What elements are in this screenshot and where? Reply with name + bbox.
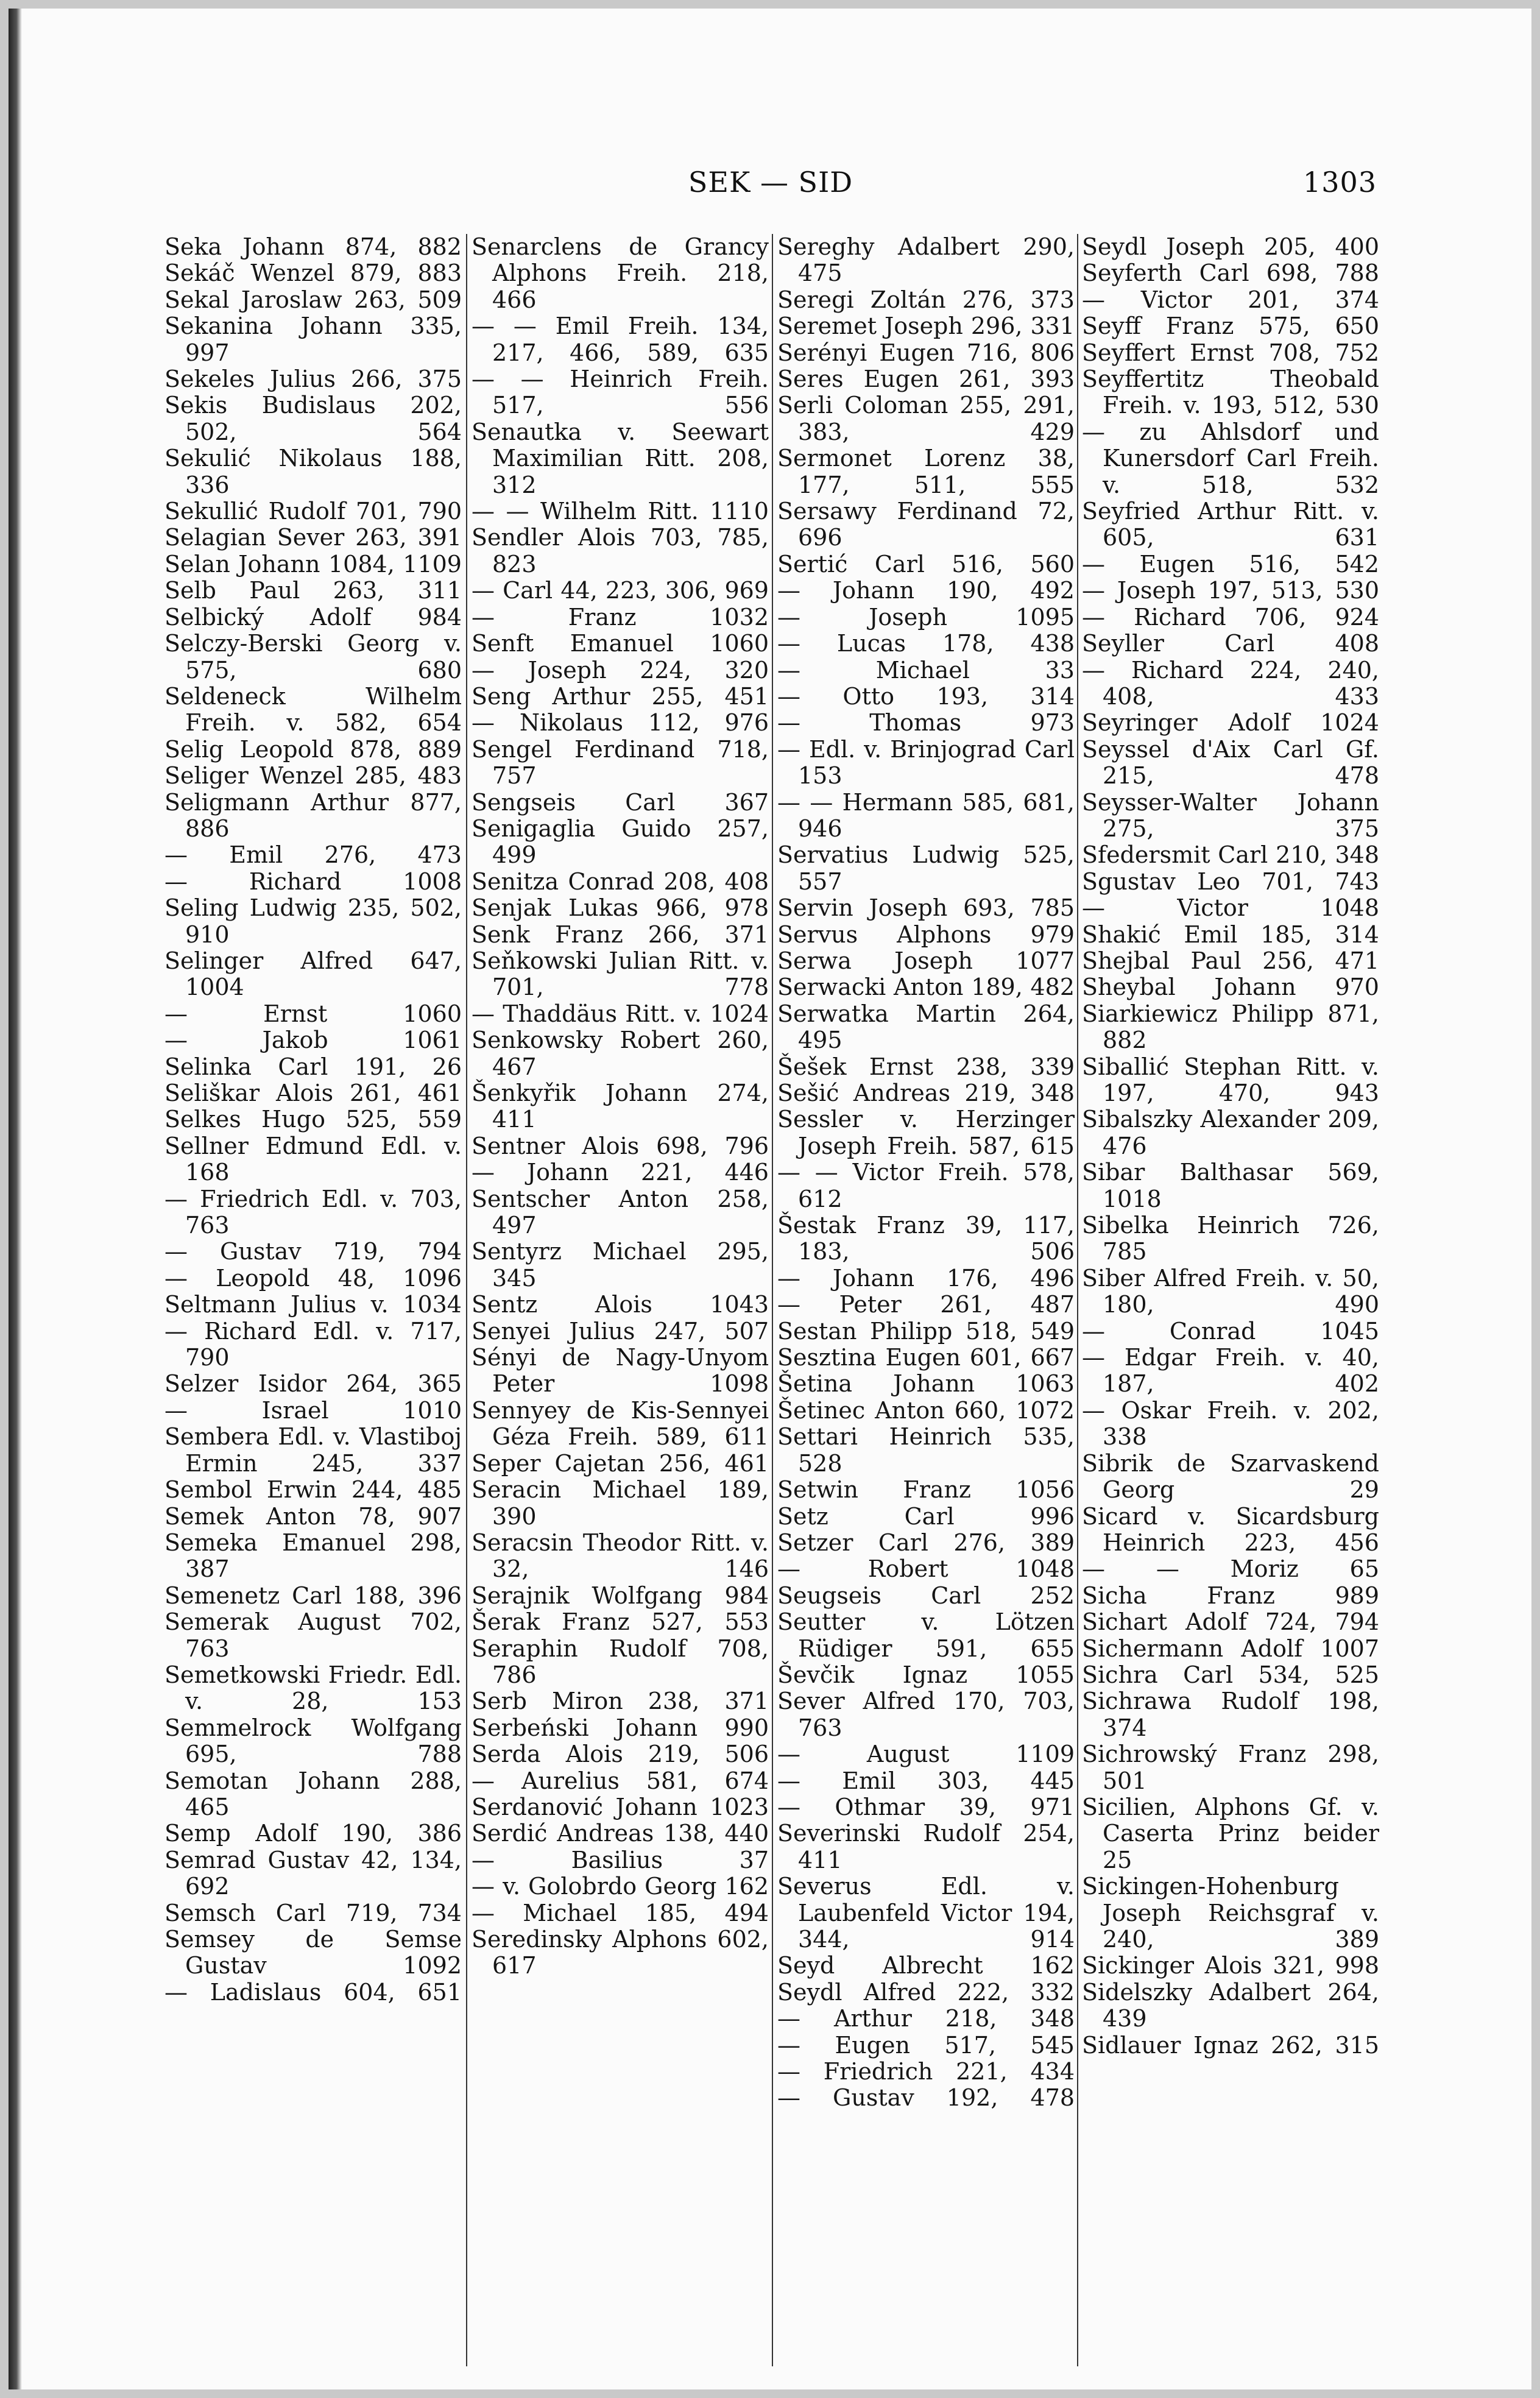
index-entry: — — Hermann 585, 681, 946: [777, 788, 1075, 842]
index-entry: — Richard Edl. v. 717, 790: [164, 1317, 462, 1371]
index-entry: Semetkowski Friedr. Edl. v. 28, 153: [164, 1661, 462, 1715]
index-entry: Sesztina Eugen 601, 667: [777, 1344, 1075, 1371]
index-entry: Sibelka Heinrich 726, 785: [1082, 1212, 1379, 1265]
index-entry: Serényi Eugen 716, 806: [777, 339, 1075, 366]
index-entry: Serb Miron 238, 371: [472, 1688, 769, 1715]
index-entry: Seremet Joseph 296, 331: [777, 313, 1075, 340]
index-entry: Servus Alphons 979: [777, 921, 1075, 948]
running-head: SEK — SID: [688, 166, 853, 199]
index-entry: — Carl 44, 223, 306, 969: [472, 577, 769, 604]
index-entry: Serwacki Anton 189, 482: [777, 974, 1075, 1001]
index-entry: — Ladislaus 604, 651: [164, 1978, 462, 2006]
index-entry: Sekulić Nikolaus 188, 336: [164, 445, 462, 498]
index-entry: Semerak August 702, 763: [164, 1608, 462, 1662]
index-entry: Senjak Lukas 966, 978: [472, 894, 769, 922]
index-entry: Sekeles Julius 266, 375: [164, 366, 462, 393]
index-entry: — Victor 1048: [1082, 894, 1379, 922]
index-entry: Sichrowský Franz 298, 501: [1082, 1741, 1379, 1794]
index-entry: — v. Golobrdo Georg 162: [472, 1873, 769, 1900]
index-entry: Sentner Alois 698, 796: [472, 1132, 769, 1159]
index-entry: — August 1109: [777, 1741, 1075, 1768]
index-entry: — Richard 706, 924: [1082, 603, 1379, 631]
index-entry: Sichart Adolf 724, 794: [1082, 1608, 1379, 1636]
index-entry: — Nikolaus 112, 976: [472, 709, 769, 737]
column-rule: [772, 234, 773, 2366]
index-entry: Serwatka Martin 264, 495: [777, 1000, 1075, 1054]
index-entry: Semp Adolf 190, 386: [164, 1820, 462, 1847]
index-entry: Šerak Franz 527, 553: [472, 1608, 769, 1636]
index-entry: Servatius Ludwig 525, 557: [777, 841, 1075, 895]
index-entry: Sichra Carl 534, 525: [1082, 1661, 1379, 1688]
index-entry: Sekal Jaroslaw 263, 509: [164, 286, 462, 313]
index-entry: Sicard v. Sicardsburg Heinrich 223, 456: [1082, 1502, 1379, 1556]
index-entry: Seyfried Arthur Ritt. v. 605, 631: [1082, 498, 1379, 551]
index-entry: Selczy-Berski Georg v. 575, 680: [164, 630, 462, 684]
index-entry: Sekis Budislaus 202, 502, 564: [164, 392, 462, 445]
index-entry: Sessler v. Herzinger Joseph Freih. 587, 615: [777, 1106, 1075, 1159]
index-entry: Sényi de Nagy-Unyom Peter 1098: [472, 1344, 769, 1398]
index-entry: — Joseph 224, 320: [472, 656, 769, 684]
index-entry: — Gustav 192, 478: [777, 2084, 1075, 2112]
index-entry: — Michael 185, 494: [472, 1899, 769, 1926]
index-entry: Siber Alfred Freih. v. 50, 180, 490: [1082, 1264, 1379, 1318]
index-column-2: [472, 234, 769, 1979]
index-entry: Sentz Alois 1043: [472, 1291, 769, 1318]
index-entry: Selbický Adolf 984: [164, 603, 462, 631]
index-entry: Sertić Carl 516, 560: [777, 550, 1075, 578]
index-entry: — — Heinrich Freih. 517, 556: [472, 366, 769, 419]
index-entry: Seracsin Theodor Ritt. v. 32, 146: [472, 1529, 769, 1583]
index-entry: — Joseph 197, 513, 530: [1082, 577, 1379, 604]
index-entry: — zu Ahlsdorf und Kunersdorf Carl Freih. v. 518, 532: [1082, 418, 1379, 498]
book-page: [9, 9, 1531, 2389]
index-entry: Seracin Michael 189, 390: [472, 1476, 769, 1530]
index-entry: Semsch Carl 719, 734: [164, 1899, 462, 1926]
index-entry: Sembera Edl. v. Vlastiboj Ermin 245, 337: [164, 1423, 462, 1477]
index-entry: Sibrik de Szarvaskend Georg 29: [1082, 1449, 1379, 1504]
index-entry: Shakić Emil 185, 314: [1082, 921, 1379, 948]
index-entry: Seres Eugen 261, 393: [777, 366, 1075, 393]
index-entry: Seper Cajetan 256, 461: [472, 1449, 769, 1477]
index-entry: — Gustav 719, 794: [164, 1238, 462, 1265]
index-entry: Sentscher Anton 258, 497: [472, 1185, 769, 1239]
index-entry: — Friedrich Edl. v. 703, 763: [164, 1185, 462, 1239]
index-entry: Senautka v. Seewart Maximilian Ritt. 208, 312: [472, 418, 769, 498]
index-entry: Sellner Edmund Edl. v. 168: [164, 1132, 462, 1186]
index-entry: Seyssel d'Aix Carl Gf. 215, 478: [1082, 735, 1379, 790]
index-entry: Seyringer Adolf 1024: [1082, 709, 1379, 737]
index-entry: — Eugen 516, 542: [1082, 550, 1379, 578]
index-entry: Seyferth Carl 698, 788: [1082, 260, 1379, 287]
index-entry: Serli Coloman 255, 291, 383, 429: [777, 392, 1075, 445]
index-entry: — Ernst 1060: [164, 1000, 462, 1027]
index-entry: — Michael 33: [777, 656, 1075, 684]
index-entry: Senigaglia Guido 257, 499: [472, 815, 769, 869]
index-entry: — Israel 1010: [164, 1396, 462, 1424]
column-rule: [466, 234, 467, 2366]
index-entry: Serwa Joseph 1077: [777, 947, 1075, 974]
index-entry: — Edl. v. Brinjograd Carl 153: [777, 735, 1075, 790]
page-binding-edge: [9, 9, 22, 2389]
index-entry: Selinka Carl 191, 26: [164, 1053, 462, 1080]
index-entry: Shejbal Paul 256, 471: [1082, 947, 1379, 974]
index-entry: Senft Emanuel 1060: [472, 630, 769, 657]
index-entry: Sichermann Adolf 1007: [1082, 1635, 1379, 1662]
index-entry: Seyd Albrecht 162: [777, 1952, 1075, 1979]
index-entry: Seyffertitz Theobald Freih. v. 193, 512, 530: [1082, 366, 1379, 419]
index-entry: Senk Franz 266, 371: [472, 921, 769, 948]
index-entry: Siarkiewicz Philipp 871, 882: [1082, 1000, 1379, 1054]
index-entry: — Thomas 973: [777, 709, 1075, 737]
index-entry: — Richard 1008: [164, 868, 462, 895]
index-entry: Sengel Ferdinand 718, 757: [472, 735, 769, 790]
index-entry: Seregi Zoltán 276, 373: [777, 286, 1075, 313]
index-entry: Seyller Carl 408: [1082, 630, 1379, 657]
index-entry: — — Emil Freih. 134, 217, 466, 589, 635: [472, 313, 769, 366]
index-entry: Sgustav Leo 701, 743: [1082, 868, 1379, 895]
index-entry: Severus Edl. v. Laubenfeld Victor 194, 344, 914: [777, 1873, 1075, 1953]
index-entry: Seydl Joseph 205, 400: [1082, 233, 1379, 260]
index-entry: Seugseis Carl 252: [777, 1582, 1075, 1609]
index-entry: — Aurelius 581, 674: [472, 1767, 769, 1794]
index-entry: — Edgar Freih. v. 40, 187, 402: [1082, 1344, 1379, 1398]
index-entry: Setzer Carl 276, 389: [777, 1529, 1075, 1556]
index-entry: Sersawy Ferdinand 72, 696: [777, 498, 1075, 551]
index-entry: Sicilien, Alphons Gf. v. Caserta Prinz beider 25: [1082, 1793, 1379, 1873]
index-entry: Seltmann Julius v. 1034: [164, 1291, 462, 1318]
index-entry: — Victor 201, 374: [1082, 286, 1379, 313]
index-entry: — Emil 276, 473: [164, 841, 462, 869]
index-entry: Senkowsky Robert 260, 467: [472, 1027, 769, 1080]
index-entry: Sichrawa Rudolf 198, 374: [1082, 1688, 1379, 1741]
index-entry: — — Wilhelm Ritt. 1110: [472, 498, 769, 525]
index-entry: Sennyey de Kis-Sennyei Géza Freih. 589, 611: [472, 1396, 769, 1451]
index-entry: Serdić Andreas 138, 440: [472, 1820, 769, 1847]
index-entry: Selan Johann 1084, 1109: [164, 550, 462, 578]
index-column-1: [164, 234, 462, 2006]
index-entry: Semsey de Semse Gustav 1092: [164, 1926, 462, 1979]
index-entry: Senitza Conrad 208, 408: [472, 868, 769, 895]
index-entry: Seling Ludwig 235, 502, 910: [164, 894, 462, 948]
column-rule: [1077, 234, 1078, 2366]
index-entry: Severinski Rudolf 254, 411: [777, 1820, 1075, 1873]
index-entry: Semrad Gustav 42, 134, 692: [164, 1846, 462, 1900]
index-entry: Seydl Alfred 222, 332: [777, 1978, 1075, 2006]
index-entry: Seligmann Arthur 877, 886: [164, 788, 462, 842]
index-entry: Seyff Franz 575, 650: [1082, 313, 1379, 340]
index-entry: Šestak Franz 39, 117, 183, 506: [777, 1212, 1075, 1265]
index-entry: — Leopold 48, 1096: [164, 1264, 462, 1292]
index-entry: — — Victor Freih. 578, 612: [777, 1159, 1075, 1212]
index-entry: Šetina Johann 1063: [777, 1370, 1075, 1398]
index-entry: — Otto 193, 314: [777, 682, 1075, 710]
index-entry: Semenetz Carl 188, 396: [164, 1582, 462, 1609]
index-entry: Sibar Balthasar 569, 1018: [1082, 1159, 1379, 1212]
index-entry: Sickinger Alois 321, 998: [1082, 1952, 1379, 1979]
index-entry: Selzer Isidor 264, 365: [164, 1370, 462, 1398]
index-entry: Semek Anton 78, 907: [164, 1502, 462, 1530]
index-entry: — Joseph 1095: [777, 603, 1075, 631]
index-entry: Sever Alfred 170, 703, 763: [777, 1688, 1075, 1741]
index-entry: Sereghy Adalbert 290, 475: [777, 233, 1075, 287]
index-entry: — — Moriz 65: [1082, 1555, 1379, 1583]
index-entry: — Arthur 218, 348: [777, 2005, 1075, 2032]
index-entry: — Lucas 178, 438: [777, 630, 1075, 657]
index-entry: — Basilius 37: [472, 1846, 769, 1873]
index-entry: Seutter v. Lötzen Rüdiger 591, 655: [777, 1608, 1075, 1662]
index-entry: Seysser-Walter Johann 275, 375: [1082, 788, 1379, 842]
index-entry: Sekullić Rudolf 701, 790: [164, 498, 462, 525]
index-entry: Serajnik Wolfgang 984: [472, 1582, 769, 1609]
index-entry: Servin Joseph 693, 785: [777, 894, 1075, 922]
index-entry: — Franz 1032: [472, 603, 769, 631]
index-entry: — Emil 303, 445: [777, 1767, 1075, 1794]
index-entry: Seliger Wenzel 285, 483: [164, 762, 462, 790]
index-entry: Sfedersmit Carl 210, 348: [1082, 841, 1379, 869]
index-entry: Selb Paul 263, 311: [164, 577, 462, 604]
index-entry: Sendler Alois 703, 785, 823: [472, 524, 769, 578]
index-entry: Setz Carl 996: [777, 1502, 1075, 1530]
index-entry: — Johann 221, 446: [472, 1159, 769, 1186]
index-entry: — Othmar 39, 971: [777, 1793, 1075, 1820]
index-entry: Sešić Andreas 219, 348: [777, 1080, 1075, 1106]
index-entry: Seredinsky Alphons 602, 617: [472, 1926, 769, 1979]
index-entry: Šešek Ernst 238, 339: [777, 1053, 1075, 1080]
index-entry: Semotan Johann 288, 465: [164, 1767, 462, 1820]
index-entry: Seldeneck Wilhelm Freih. v. 582, 654: [164, 682, 462, 737]
page-header: [164, 166, 1377, 202]
index-column-4: [1082, 234, 1379, 2059]
index-entry: — Johann 190, 492: [777, 577, 1075, 604]
index-entry: Senarclens de Grancy Alphons Freih. 218, 466: [472, 233, 769, 313]
index-entry: Siballić Stephan Ritt. v. 197, 470, 943: [1082, 1053, 1379, 1106]
index-entry: Serda Alois 219, 506: [472, 1741, 769, 1768]
index-entry: Seraphin Rudolf 708, 786: [472, 1635, 769, 1688]
index-entry: Serbeński Johann 990: [472, 1714, 769, 1741]
index-entry: Selkes Hugo 525, 559: [164, 1106, 462, 1133]
index-entry: Setwin Franz 1056: [777, 1476, 1075, 1504]
index-entry: Šenkyřik Johann 274, 411: [472, 1080, 769, 1133]
index-entry: Seliškar Alois 261, 461: [164, 1080, 462, 1106]
index-column-3: [777, 234, 1075, 2112]
index-entry: — Friedrich 221, 434: [777, 2058, 1075, 2085]
index-entry: Sestan Philipp 518, 549: [777, 1317, 1075, 1345]
page-number: 1303: [1302, 166, 1377, 199]
index-entry: Senyei Julius 247, 507: [472, 1317, 769, 1345]
index-entry: Selig Leopold 878, 889: [164, 735, 462, 763]
index-entry: — Johann 176, 496: [777, 1264, 1075, 1292]
index-entry: — Thaddäus Ritt. v. 1024: [472, 1000, 769, 1027]
index-entry: Sidelszky Adalbert 264, 439: [1082, 1978, 1379, 2032]
index-entry: Semeka Emanuel 298, 387: [164, 1529, 462, 1583]
index-entry: Ševčik Ignaz 1055: [777, 1661, 1075, 1688]
index-entry: — Robert 1048: [777, 1555, 1075, 1583]
index-entry: Settari Heinrich 535, 528: [777, 1423, 1075, 1477]
index-entry: Semmelrock Wolfgang 695, 788: [164, 1714, 462, 1768]
index-entry: — Richard 224, 240, 408, 433: [1082, 656, 1379, 710]
index-entry: Šetinec Anton 660, 1072: [777, 1396, 1075, 1424]
index-entry: Serdanović Johann 1023: [472, 1793, 769, 1820]
index-entry: — Conrad 1045: [1082, 1317, 1379, 1345]
index-entry: Seng Arthur 255, 451: [472, 682, 769, 710]
index-entry: Sheybal Johann 970: [1082, 974, 1379, 1001]
index-entry: — Jakob 1061: [164, 1027, 462, 1054]
index-entry: Sekanina Johann 335, 997: [164, 313, 462, 366]
index-entry: Sibalszky Alexander 209, 476: [1082, 1106, 1379, 1159]
index-entry: — Eugen 517, 545: [777, 2031, 1075, 2059]
index-entry: Seyffert Ernst 708, 752: [1082, 339, 1379, 366]
index-entry: Sekáč Wenzel 879, 883: [164, 260, 462, 287]
index-entry: Sickingen-Hohenburg Joseph Reichsgraf v. 240, 389: [1082, 1873, 1379, 1953]
index-entry: Selagian Sever 263, 391: [164, 524, 462, 551]
index-entry: Sengseis Carl 367: [472, 788, 769, 816]
index-entry: Sermonet Lorenz 38, 177, 511, 555: [777, 445, 1075, 498]
index-entry: — Peter 261, 487: [777, 1291, 1075, 1318]
index-entry: Sentyrz Michael 295, 345: [472, 1238, 769, 1292]
index-entry: Sicha Franz 989: [1082, 1582, 1379, 1609]
index-entry: Sidlauer Ignaz 262, 315: [1082, 2031, 1379, 2059]
index-entry: Seňkowski Julian Ritt. v. 701, 778: [472, 947, 769, 1001]
index-entry: — Oskar Freih. v. 202, 338: [1082, 1396, 1379, 1451]
index-entry: Seka Johann 874, 882: [164, 233, 462, 260]
index-entry: Selinger Alfred 647, 1004: [164, 947, 462, 1001]
index-entry: Sembol Erwin 244, 485: [164, 1476, 462, 1504]
